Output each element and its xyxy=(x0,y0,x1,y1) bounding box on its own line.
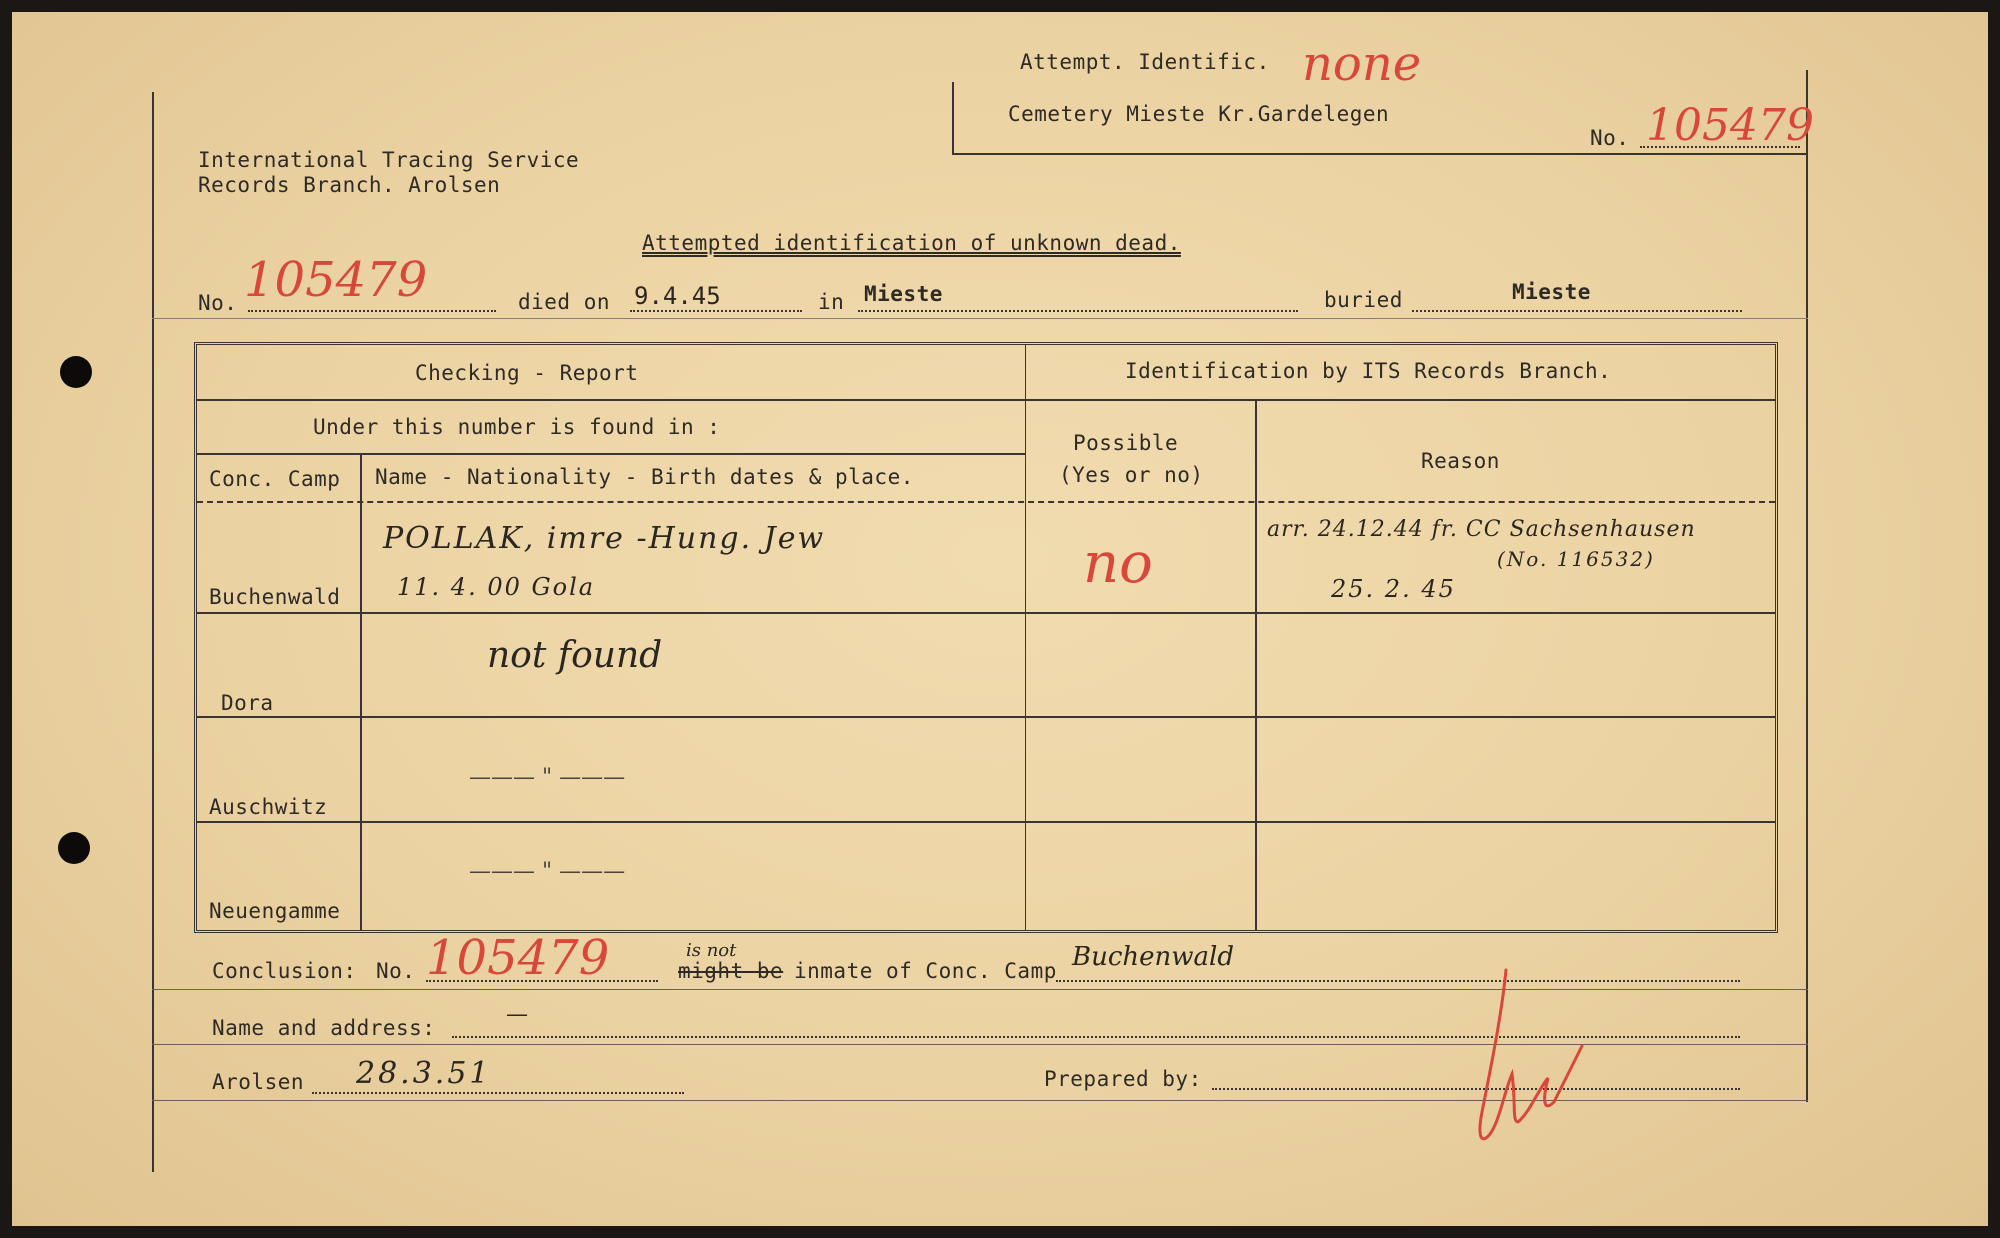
attempt-value: none xyxy=(1302,36,1422,92)
rule-row-2 xyxy=(197,716,1775,718)
punch-hole-bottom xyxy=(58,832,90,864)
row-1-possible: no xyxy=(1083,531,1153,596)
document-title: Attempted identification of unknown dead. xyxy=(642,231,1181,255)
conclusion-label: Conclusion: xyxy=(212,959,357,983)
name-address-label: Name and address: xyxy=(212,1016,436,1040)
row-1-reason-2: (No. 116532) xyxy=(1497,547,1655,571)
table-divider-camp xyxy=(360,453,362,930)
col-name-header: Name - Nationality - Birth dates & place. xyxy=(375,465,914,489)
table-divider-main xyxy=(1025,345,1030,930)
attempt-box-left xyxy=(952,82,954,154)
row-camp-buchenwald: Buchenwald xyxy=(209,585,341,609)
row-1-reason-1: arr. 24.12.44 fr. CC Sachsenhausen xyxy=(1267,517,1696,542)
prepared-by-label: Prepared by: xyxy=(1044,1067,1202,1091)
punch-hole-top xyxy=(60,356,92,388)
org-line-1: International Tracing Service xyxy=(198,148,580,172)
date-value: 28.3.51 xyxy=(356,1056,492,1091)
attempt-box-bottom xyxy=(952,153,1808,155)
rule-found xyxy=(197,453,1025,455)
record-no-label: No. xyxy=(198,291,238,315)
in-label: in xyxy=(818,290,845,314)
identification-header: Identification by ITS Records Branch. xyxy=(1125,359,1612,383)
conclusion-camp-value: Buchenwald xyxy=(1072,942,1235,972)
died-label: died on xyxy=(518,290,611,314)
rule-header xyxy=(197,399,1775,401)
org-line-2: Records Branch. Arolsen xyxy=(198,173,501,197)
arolsen-label: Arolsen xyxy=(212,1070,305,1094)
buried-dots xyxy=(1412,310,1742,312)
attempt-label: Attempt. Identific. xyxy=(1020,50,1270,74)
header-no-value: 105479 xyxy=(1646,100,1814,151)
died-value: 9.4.45 xyxy=(634,282,721,310)
record-card xyxy=(12,12,1988,1226)
conclusion-text: inmate of Conc. Camp xyxy=(794,959,1057,983)
row-3-name: ——— " ——— xyxy=(469,765,626,790)
row-1-reason-3: 25. 2. 45 xyxy=(1331,575,1456,603)
conclusion-inserted: is not xyxy=(686,940,737,961)
name-address-value: — xyxy=(506,1002,528,1027)
rule-row-1 xyxy=(197,612,1775,614)
conclusion-no-label: No. xyxy=(376,959,416,983)
in-dots xyxy=(858,310,1298,312)
col-reason-header: Reason xyxy=(1421,449,1500,473)
date-dots xyxy=(312,1092,684,1094)
record-no-value: 105479 xyxy=(244,252,428,308)
buried-label: buried xyxy=(1324,288,1403,312)
died-dots xyxy=(630,310,802,312)
checking-table xyxy=(194,342,1778,933)
right-margin-rule xyxy=(1806,70,1808,1102)
col-possible-sub: (Yes or no) xyxy=(1059,463,1204,487)
record-rule xyxy=(152,318,1808,319)
found-label: Under this number is found in : xyxy=(313,415,721,439)
conclusion-no-value: 105479 xyxy=(426,930,610,986)
rule-row-3 xyxy=(197,821,1775,823)
row-1-name: POLLAK, imre -Hung. Jew xyxy=(383,521,826,556)
row-camp-auschwitz: Auschwitz xyxy=(209,795,328,819)
row-camp-dora: Dora xyxy=(221,691,274,715)
row-camp-neuengamme: Neuengamme xyxy=(209,899,341,923)
cemetery-label: Cemetery Mieste Kr.Gardelegen xyxy=(1008,102,1390,126)
rule-columns xyxy=(197,501,1775,507)
buried-value: Mieste xyxy=(1512,280,1591,304)
checking-report-header: Checking - Report xyxy=(415,361,639,385)
record-no-dots xyxy=(248,310,496,312)
header-no-label: No. xyxy=(1590,126,1630,150)
left-margin-rule xyxy=(152,92,154,1172)
row-4-name: ——— " ——— xyxy=(469,859,626,884)
conclusion-camp-dots xyxy=(1056,980,1740,982)
table-divider-reason xyxy=(1255,399,1257,930)
row-1-birth: 11. 4. 00 Gola xyxy=(397,573,596,601)
signature xyxy=(1472,962,1592,1147)
conclusion-struck: might be xyxy=(678,959,784,983)
row-2-name: not found xyxy=(487,635,663,676)
col-possible-header: Possible xyxy=(1073,431,1179,455)
in-value: Mieste xyxy=(864,282,943,306)
col-camp-header: Conc. Camp xyxy=(209,467,341,491)
